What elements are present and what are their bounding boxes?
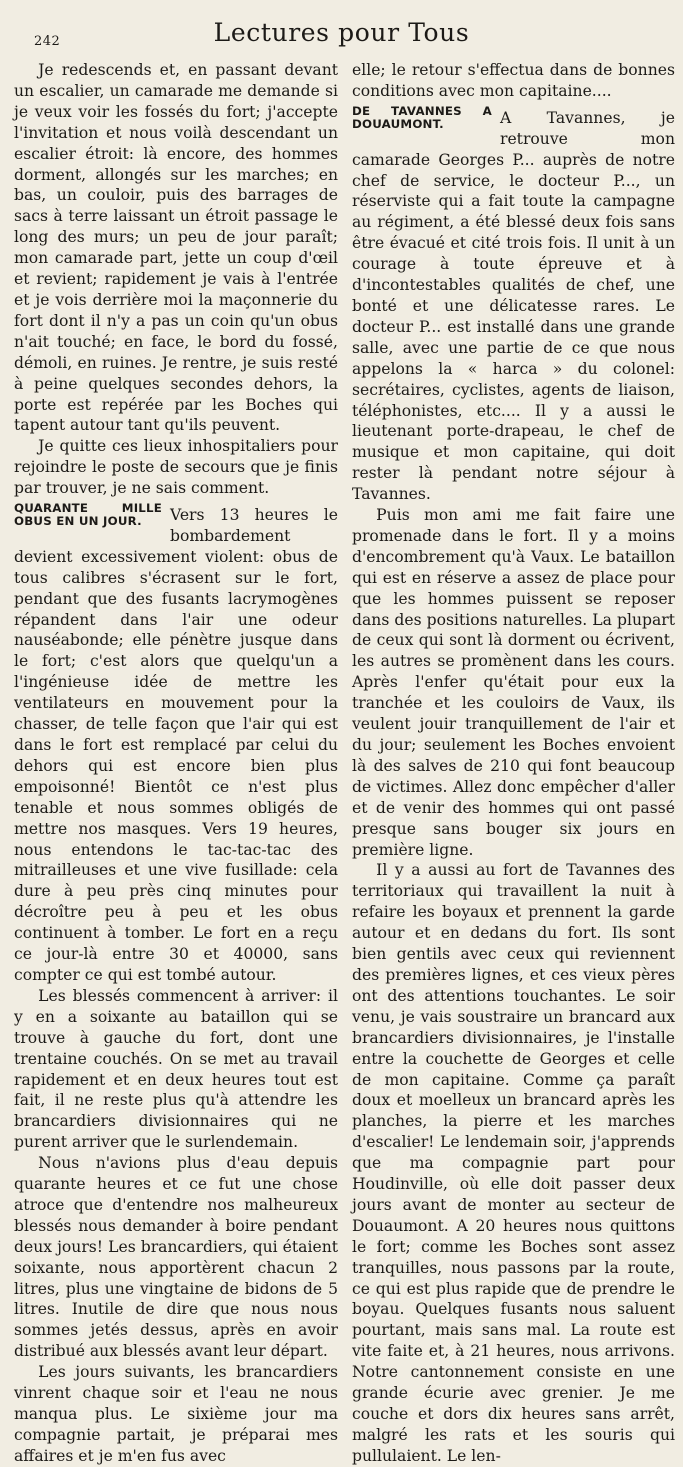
section-heading: QUARANTE MILLE OBUS EN UN JOUR. <box>14 501 162 529</box>
paragraph: Nous n'avions plus d'eau depuis quarante heures et ce fut une chose atroce que d'entendre nos malheureux blessés nous demander à boire pendant deux jours! Les brancardiers, qui étaient soixante, nous apportèrent chacun 2 litres, plus une vingtaine de bidons de 5 litres. Inutile de dire que nous nous sommes jetés dessus, après en avoir distribué aux blessés avant leur départ. <box>14 1154 338 1361</box>
left-column <box>14 60 338 1465</box>
paragraph: elle; le retour s'effectua dans de bonnes conditions avec mon capitaine.... <box>352 61 675 100</box>
paragraph: Je quitte ces lieux inhospitaliers pour rejoindre le poste de secours que je finis par trouver, je ne sais comment. <box>14 437 338 498</box>
paragraph: Vers 13 heures le bombardement devient excessivement violent: obus de tous calibres s'écrasent sur le fort, pendant que des fusants lacrymogènes répandent dans l'air une odeur nauséabonde; elle pénètre jusque dans le fort; c'est alors que quelqu'un a l'ingénieuse idée de mettre les ventilateurs en mouvement pour la chasser, de telle façon que l'air qui est dans le fort est remplacé par celui du dehors qui est encore bien plus empoisonné! Bientôt ce n'est plus tenable et nous sommes obligés de mettre nos masques. Vers 19 heures, nous entendons le tac-tac-tac des mitrailleuses et une vive fusillade: cela dure à peu près cinq minutes pour décroître peu à peu et les obus continuent à tomber. Le fort en a reçu ce jour-là entre 30 et 40000, sans compter ce qui est tombé autour. <box>14 506 338 984</box>
running-title: Lectures pour Tous <box>213 18 470 47</box>
paragraph: A Tavannes, je retrouve mon camarade Georges P... auprès de notre chef de service, le docteur P..., un réserviste qui a fait toute la campagne au régiment, a été blessé deux fois sans être évacué et cité trois fois. Il unit à un courage à toute épreuve et à d'incontestables qualités de chef, une bonté et une délicatesse rares. Le docteur P... est installé dans une grande salle, avec une partie de ce que nous appelons la « harca » du colonel: secrétaires, cyclistes, agents de liaison, téléphonistes, etc.... Il y a aussi le lieutenant porte-drapeau, le chef de musique et mon capitaine, qui doit rester là pendant notre séjour à Tavannes. <box>352 108 675 504</box>
paragraph: Puis mon ami me fait faire une promenade dans le fort. Il y a moins d'encombrement qu'à Vaux. Le bataillon qui est en réserve a assez de place pour que les hommes puissent se reposer dans des positions naturelles. La plupart de ceux qui sont là dorment ou écrivent, les autres se promènent dans les cours. Après l'enfer qu'était pour eux la tranchée et les couloirs de Vaux, ils veulent jouir tranquillement de l'air et du jour; seulement les Boches envoient là des salves de 210 qui font beaucoup de victimes. Allez donc empêcher d'aller et de venir des hommes qui ont passé presque sans bouger six jours en première ligne. <box>352 506 675 859</box>
paragraph: Les blessés commencent à arriver: il y en a soixante au bataillon qui se trouve à gauche du fort, dont une trentaine couchés. On se met au travail rapidement et en deux heures tout est fait, il ne reste plus qu'à attendre les brancardiers divisionnaires qui ne purent arriver que le surlendemain. <box>14 986 338 1152</box>
right-column <box>352 60 675 1465</box>
section-heading: DE TAVANNES A DOUAUMONT. <box>352 103 492 131</box>
page-header <box>14 18 669 58</box>
page-number: 242 <box>34 34 61 49</box>
paragraph: Les jours suivants, les brancardiers vinrent chaque soir et l'eau ne nous manqua plus. Le sixième jour ma compagnie partait, je préparai mes affaires et je m'en fus avec <box>14 1363 338 1465</box>
paragraph: Il y a aussi au fort de Tavannes des territoriaux qui travaillent la nuit à refaire les boyaux et prennent la garde autour et en dedans du fort. Ils sont bien gentils avec ceux qui reviennent des premières lignes, et ces vieux pères ont des attentions touchantes. Le soir venu, je vais soustraire un brancard aux brancardiers divisionnaires, je l'installe entre la couchette de Georges et celle de mon capitaine. Comme ça paraît doux et moelleux un brancard après les planches, la pierre et les marches d'escalier! Le lendemain soir, j'apprends que ma compagnie part pour Houdinville, où elle doit passer deux jours avant de monter au secteur de Douaumont. A 20 heures nous quittons le fort; comme les Boches sont assez tranquilles, nous passons par la route, ce qui est plus rapide que de prendre le boyau. Quelques fusants nous saluent pourtant, mais sans mal. La route est vite faite et, à 21 heures, nous arrivons. Notre cantonnement consiste en une grande écurie avec grenier. Je me couche et dors dix heures sans arrêt, malgré les rats et les souris qui pullulaient. Le len- <box>352 861 675 1465</box>
paragraph: Je redescends et, en passant devant un escalier, un camarade me demande si je veux voir les fossés du fort; j'accepte l'invitation et nous voilà descendant un escalier étroit: là encore, des hommes dorment, allongés sur les marches; en bas, un couloir, puis des barrages de sacs à terre laissant un étroit passage le long des murs; un peu de jour paraît; mon camarade part, jette un coup d'œil et revient; rapidement je vais à l'entrée et je vois derrière moi la maçonnerie du fort dont il n'y a pas un coin qu'un obus n'ait touché; en face, le bord du fossé, démoli, en ruines. Je rentre, je suis resté à peine quelques secondes dehors, la porte est repérée par les Boches qui tapent autour tant qu'ils peuvent. <box>14 61 338 435</box>
